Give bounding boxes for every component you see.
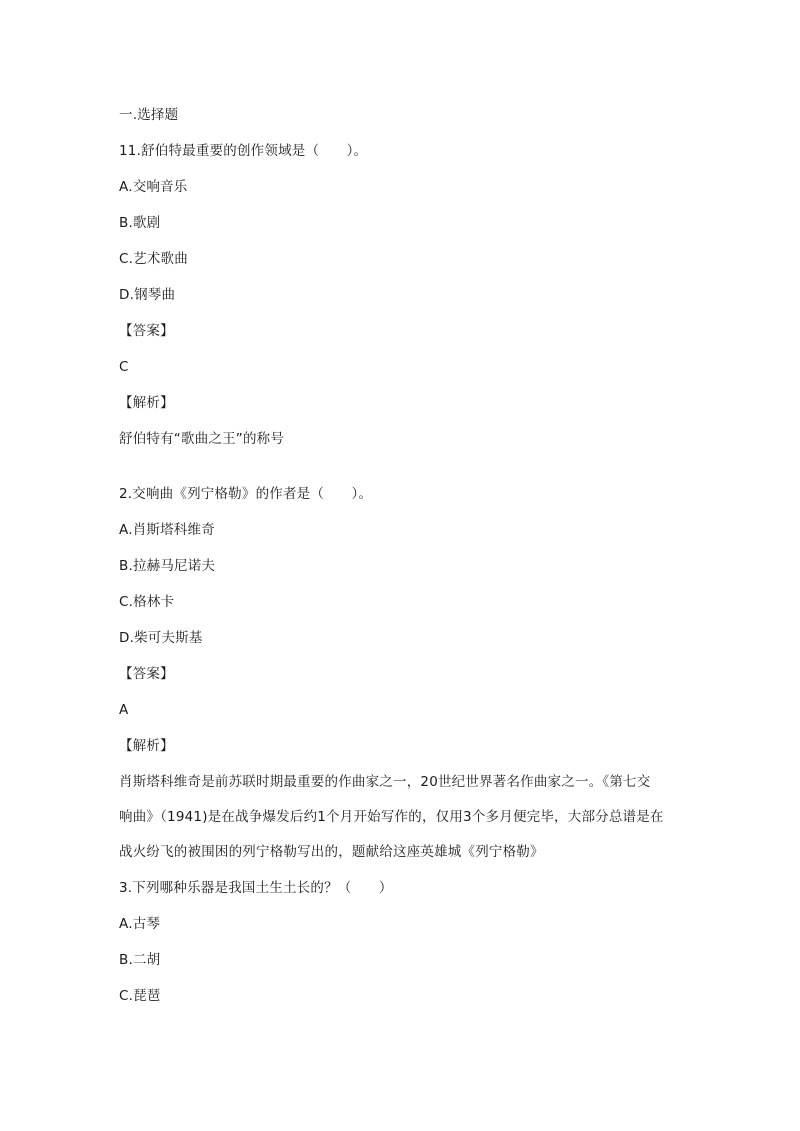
question-2-answer: A (119, 702, 129, 718)
document-page (119, 0, 689, 1131)
question-2-answer-label: 【答案】 (119, 666, 174, 682)
question-1-stem: 11.舒伯特最重要的创作领域是（ ）。 (119, 143, 368, 159)
question-1-option-b: B.歌剧 (119, 215, 161, 231)
question-1-option-d: D.钢琴曲 (119, 287, 176, 303)
question-1-answer: C (119, 359, 129, 375)
question-2-stem: 2.交响曲《列宁格勒》的作者是（ ）。 (119, 486, 373, 502)
question-1-answer-label: 【答案】 (119, 323, 174, 339)
question-1-option-c: C.艺术歌曲 (119, 251, 188, 267)
question-3-option-c: C.琵琶 (119, 988, 161, 1004)
question-3-stem: 3.下列哪种乐器是我国土生土长的？（ ） (119, 880, 393, 896)
question-3-option-a: A.古琴 (119, 916, 161, 932)
question-1-analysis: 舒伯特有“歌曲之王”的称号 (119, 431, 285, 447)
question-2-analysis-line-2: 响曲》（1941)是在战争爆发后约1个月开始写作的，仅用3个多月便完毕，大部分总谱是在 (119, 809, 664, 825)
question-2-analysis-label: 【解析】 (119, 738, 174, 754)
question-2-option-a: A.肖斯塔科维奇 (119, 522, 215, 538)
question-2-analysis-line-3: 战火纷飞的被围困的列宁格勒写出的，题献给这座英雄城《列宁格勒》 (119, 844, 544, 860)
question-1-option-a: A.交响音乐 (119, 179, 188, 195)
question-2-analysis-line-1: 肖斯塔科维奇是前苏联时期最重要的作曲家之一，20世纪世界著名作曲家之一。《第七交 (119, 774, 651, 790)
question-1-analysis-label: 【解析】 (119, 395, 174, 411)
question-3-option-b: B.二胡 (119, 952, 161, 968)
section-title: 一.选择题 (119, 107, 179, 123)
question-2-option-d: D.柴可夫斯基 (119, 630, 203, 646)
question-2-option-c: C.格林卡 (119, 594, 175, 610)
question-2-option-b: B.拉赫马尼诺夫 (119, 558, 216, 574)
